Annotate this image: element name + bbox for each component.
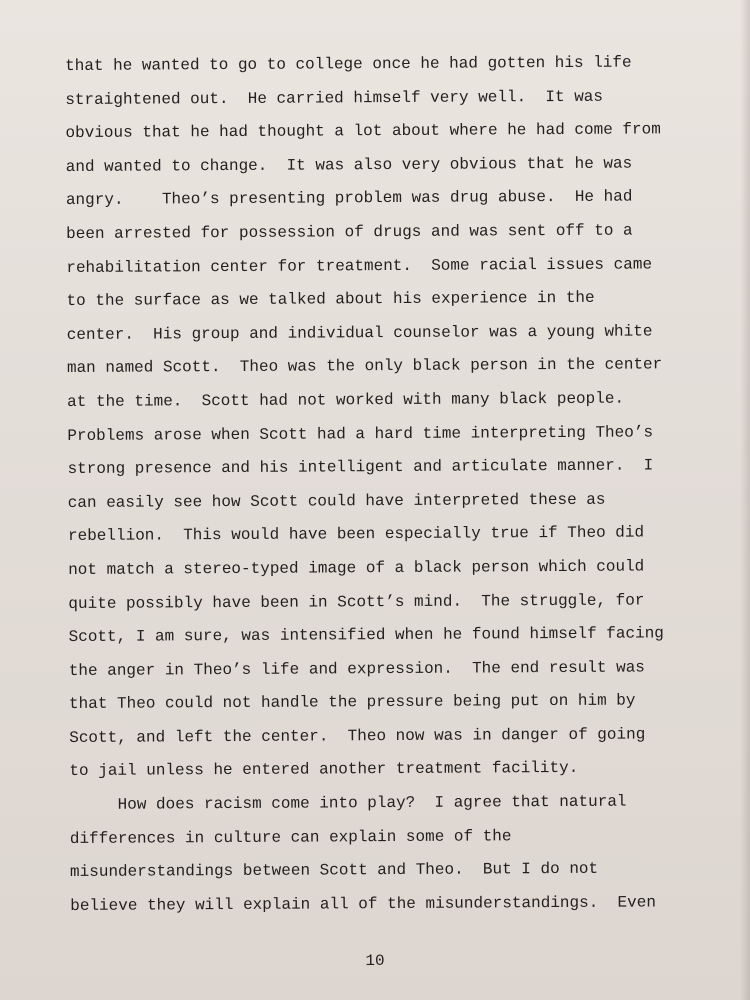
- body-text: [65, 46, 730, 923]
- text-line: center. His group and individual counselor was a young white: [66, 322, 653, 344]
- text-line: misunderstandings between Scott and Theo. But I do not: [69, 860, 599, 882]
- text-line: quite possibly have been in Scott’s mind. The struggle, for: [68, 590, 645, 613]
- text-line: to the surface as we talked about his experience in the: [66, 288, 595, 311]
- text-line: differences in culture can explain some of the: [69, 826, 512, 848]
- text-line: not match a stereo-typed image of a black person which could: [68, 557, 645, 579]
- text-line: and wanted to change. It was also very obvious that he was: [65, 154, 633, 176]
- text-line: believe they will explain all of the misunderstandings. Even: [70, 893, 656, 915]
- text-line: at the time. Scott had not worked with many black people.: [67, 389, 625, 411]
- text-line: Scott, I am sure, was intensified when he found himself facing: [68, 624, 664, 647]
- text-line: rehabilitation center for treatment. Some racial issues came: [66, 254, 653, 277]
- text-line: Problems arose when Scott had a hard time interpreting Theo’s: [67, 422, 654, 445]
- text-line: the anger in Theo’s life and expression. The end result was: [68, 658, 645, 680]
- page-number: 10: [365, 952, 385, 970]
- text-line: strong presence and his intelligent and articulate manner. I: [67, 456, 654, 479]
- text-line: can easily see how Scott could have interpreted these as: [67, 490, 606, 512]
- text-line: that Theo could not handle the pressure being put on him by: [68, 691, 636, 714]
- text-line: rebellion. This would have been especially true if Theo did: [67, 523, 645, 546]
- text-line: Scott, and left the center. Theo now was in danger of going: [69, 725, 646, 747]
- text-line: to jail unless he entered another treatment facility.: [69, 759, 579, 781]
- text-line: man named Scott. Theo was the only black person in the center: [66, 355, 663, 378]
- text-line: angry. Theo’s presenting problem was drug abuse. He had: [65, 187, 633, 210]
- text-line: that he wanted to go to college once he had gotten his life: [65, 53, 632, 75]
- text-line: How does racism come into play? I agree that natural: [69, 792, 627, 815]
- text-line: straightened out. He carried himself very well. It was: [65, 87, 604, 109]
- text-line: obvious that he had thought a lot about where he had come from: [65, 120, 661, 143]
- text-line: been arrested for possession of drugs and was sent off to a: [66, 221, 633, 243]
